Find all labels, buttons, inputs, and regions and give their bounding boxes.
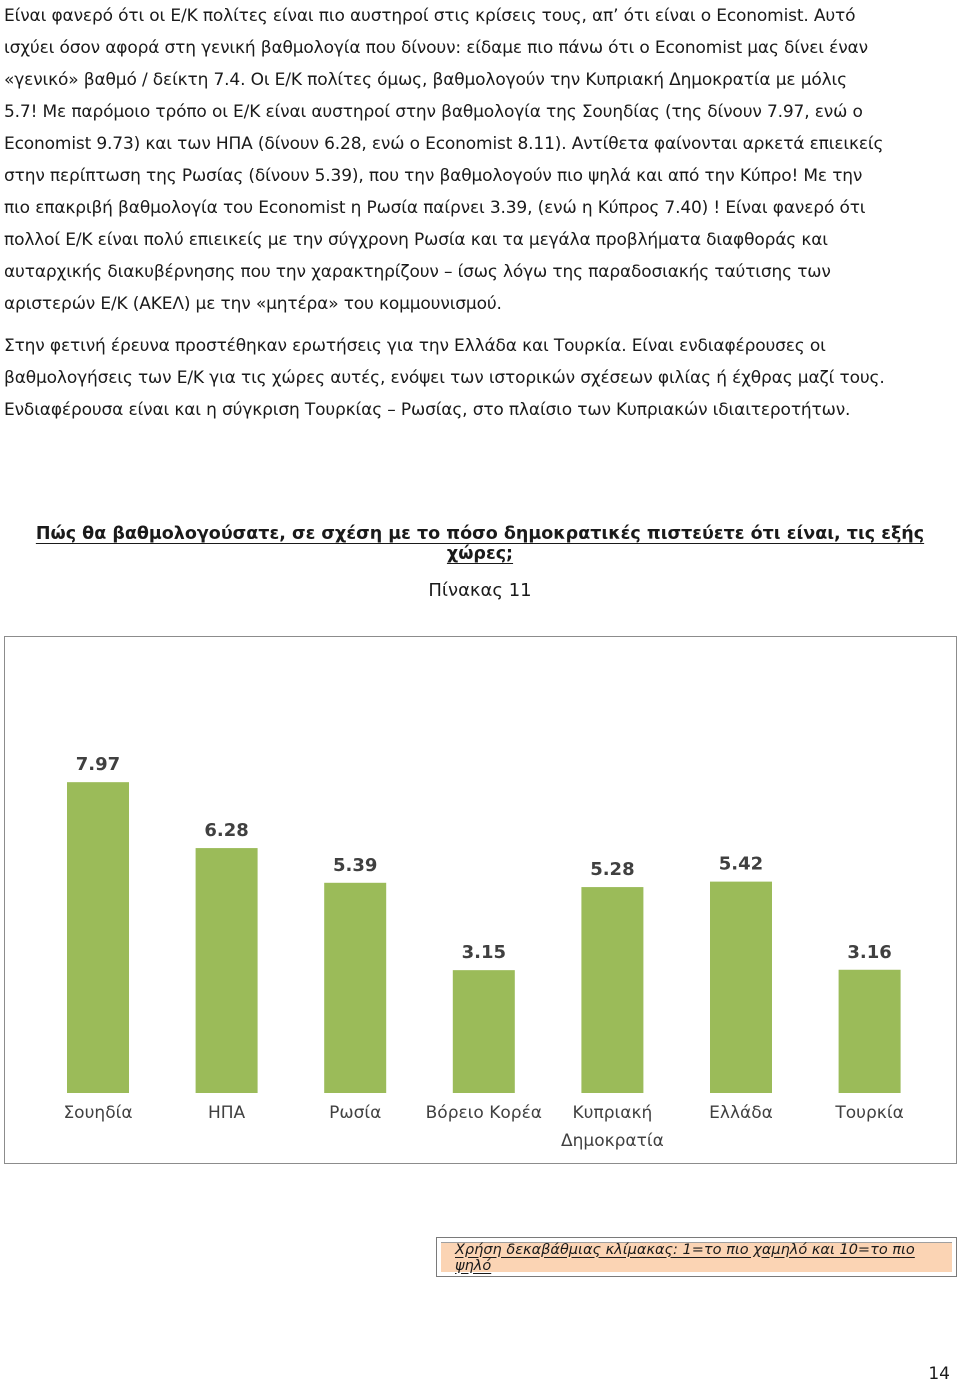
intro-paragraph: [4, 0, 956, 320]
p1-line: στην περίπτωση της Ρωσίας (δίνουν 5.39), που την βαθμολογούν πιο ψηλά και από την Κύπρο! Με την: [4, 166, 863, 186]
p1-line: «γενικό» βαθμό / δείκτη 7.4. Οι Ε/Κ πολίτες όμως, βαθμολογούν την Κυπριακή Δημοκρατία με μόλις: [4, 70, 847, 90]
value-label: 3.16: [847, 941, 892, 963]
bar-chart-frame: [4, 636, 957, 1164]
bar-2: [324, 883, 386, 1093]
value-label: 5.28: [590, 859, 635, 881]
category-label: Δημοκρατία: [560, 1131, 664, 1151]
category-label: Κυπριακή: [572, 1103, 653, 1123]
democracy-bar-chart: [5, 637, 956, 1163]
page-number: 14: [928, 1364, 950, 1384]
p2-line: βαθμολογήσεις των Ε/Κ για τις χώρες αυτές, ενόψει των ιστορικών σχέσεων φιλίας ή έχθρας μαζί τους.: [4, 368, 885, 388]
survey-question: Πώς θα βαθμολογούσατε, σε σχέση με το πόσο δημοκρατικές πιστεύετε ότι είναι, τις εξής χώρες;: [35, 524, 925, 564]
bar-1: [196, 848, 258, 1093]
p2-line: Ενδιαφέρουσα είναι και η σύγκριση Τουρκίας – Ρωσίας, στο πλαίσιο των Κυπριακών ιδιαιτεροτήτων.: [4, 400, 851, 420]
p1-line: πολλοί Ε/Κ είναι πολύ επιεικείς με την σύγχρονη Ρωσία και τα μεγάλα προβλήματα διαφθοράς και: [4, 230, 828, 250]
value-label: 5.42: [718, 853, 764, 875]
scale-note-box: [436, 1237, 957, 1277]
bar-6: [839, 970, 901, 1093]
value-label: 6.28: [204, 820, 249, 842]
bar-3: [453, 970, 515, 1093]
p1-line: Economist 9.73) και των ΗΠΑ (δίνουν 6.28, ενώ ο Economist 8.11). Αντίθετα φαίνονται αρκετά επιεικείς: [4, 134, 884, 154]
bar-4: [581, 887, 643, 1093]
value-label: 5.39: [332, 854, 378, 876]
category-label: Τουρκία: [835, 1103, 904, 1123]
category-label: Ρωσία: [329, 1103, 382, 1123]
greece-turkey-paragraph: [4, 330, 956, 426]
bar-0: [67, 782, 129, 1093]
category-label: Βόρειο Κορέα: [425, 1103, 542, 1123]
scale-note: Χρήση δεκαβάθμιας κλίμακας: 1=το πιο χαμηλό και 10=το πιο ψηλό: [441, 1242, 952, 1272]
category-label: Ελλάδα: [709, 1103, 773, 1123]
p1-line: αυταρχικής διακυβέρνησης που την χαρακτηρίζουν – ίσως λόγω της παραδοσιακής ταύτισης των: [4, 262, 831, 282]
p1-line: αριστερών Ε/Κ (ΑΚΕΛ) με την «μητέρα» του κομμουνισμού.: [4, 294, 502, 314]
p1-line: πιο επακριβή βαθμολογία του Economist η Ρωσία παίρνει 3.39, (ενώ η Κύπρος 7.40) ! Είναι φανερό ότι: [4, 198, 866, 218]
p1-line: Είναι φανερό ότι οι Ε/Κ πολίτες είναι πιο αυστηροί στις κρίσεις τους, απ’ ότι είναι ο Economist. Αυτό: [4, 6, 856, 26]
category-label: ΗΠΑ: [207, 1103, 246, 1123]
value-label: 7.97: [75, 754, 121, 776]
value-label: 3.15: [461, 942, 507, 964]
p1-line: 5.7! Με παρόμοιο τρόπο οι Ε/Κ είναι αυστηροί στην βαθμολογία της Σουηδίας (της δίνουν 7.97, ενώ ο: [4, 102, 863, 122]
p1-line: ισχύει όσον αφορά στη γενική βαθμολογία που δίνουν: είδαμε πιο πάνω ότι ο Economist μας δίνει έναν: [4, 38, 868, 58]
bar-5: [710, 882, 772, 1093]
p2-line: Στην φετινή έρευνα προστέθηκαν ερωτήσεις για την Ελλάδα και Τουρκία. Είναι ενδιαφέρουσες οι: [4, 336, 826, 356]
category-label: Σουηδία: [63, 1103, 133, 1123]
table-title: Πίνακας 11: [428, 580, 532, 601]
